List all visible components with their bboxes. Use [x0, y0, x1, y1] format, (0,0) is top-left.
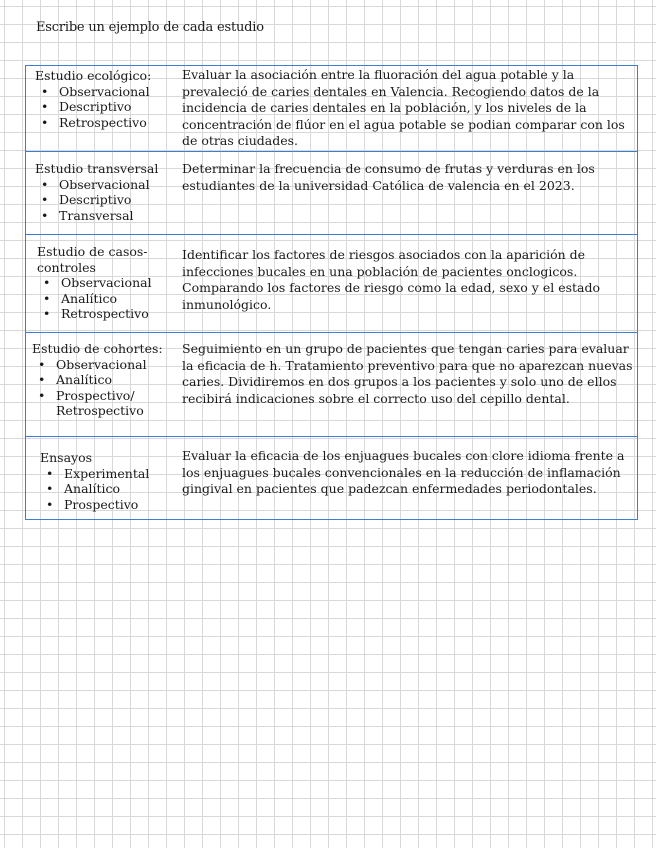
study-cell [37, 244, 167, 322]
feature-item: • Observacional [35, 84, 187, 100]
feature-item: • Analítico [40, 481, 192, 497]
example-text: Determinar la frecuencia de consumo de frutas y verduras en los estudiantes de la universidad Católica de valencia en el 2023. [182, 161, 595, 193]
feature-item: • Observacional [32, 357, 184, 373]
feature-list [40, 466, 192, 513]
feature-item: • Transversal [35, 208, 187, 224]
feature-item: • Retrospectivo [35, 115, 187, 131]
example-text: Evaluar la eficacia de los enjuagues bucales con clore idioma frente a los enjuagues bucales convencionales en la reducción de inflamación gingival en pacientes que padezcan enfermedades periodontales. [182, 448, 625, 496]
study-name: Estudio de cohortes: [32, 341, 163, 356]
feature-item: • Analítico [37, 291, 167, 307]
feature-item: • Prospectivo/ Retrospectivo [32, 388, 156, 419]
study-name: Estudio transversal [35, 161, 159, 176]
example-text: Seguimiento en un grupo de pacientes que tengan caries para evaluar la eficacia de h. Tratamiento preventivo para que no aparezcan nuevas caries. Dividiremos en dos grupos a los pacientes y solo uno de ellos recibirá indicaciones sobre el correcto uso del cepillo dental. [182, 341, 633, 406]
study-cell [32, 341, 184, 419]
study-table [25, 65, 638, 520]
row-estudio-cohortes [26, 333, 637, 437]
feature-list [37, 275, 167, 322]
feature-item: • Experimental [40, 466, 192, 482]
feature-item: • Analítico [32, 372, 184, 388]
feature-list [32, 357, 184, 419]
feature-item: • Observacional [35, 177, 187, 193]
feature-list [35, 177, 187, 224]
feature-item: • Observacional [37, 275, 167, 291]
feature-item: • Prospectivo [40, 497, 192, 513]
feature-item: • Retrospectivo [37, 306, 167, 322]
row-estudio-casos-controles [26, 235, 637, 333]
feature-item: • Descriptivo [35, 99, 187, 115]
example-text: Identificar los factores de riesgos asociados con la aparición de infecciones bucales en una población de pacientes onclogicos. Comparando los factores de riesgo como la edad, sexo y el estado inmunológico. [182, 247, 601, 312]
study-name: Ensayos [40, 450, 93, 465]
page-title: Escribe un ejemplo de cada estudio [36, 20, 264, 35]
study-cell [40, 450, 192, 512]
row-ensayos [26, 437, 637, 519]
study-name: Estudio de casos-controles [37, 244, 148, 275]
feature-list [35, 84, 187, 131]
example-text: Evaluar la asociación entre la fluoración del agua potable y la prevaleció de caries dentales en Valencia. Recogiendo datos de la incidencia de caries dentales en la población, y los niveles de la concentración de flúor en el agua potable se podian comparar con los de otras ciudades. [182, 67, 625, 148]
study-cell [35, 68, 187, 130]
row-estudio-ecologico [26, 66, 637, 152]
study-cell [35, 161, 187, 223]
study-name: Estudio ecológico: [35, 68, 152, 83]
feature-item: • Descriptivo [35, 192, 187, 208]
row-estudio-transversal [26, 152, 637, 235]
